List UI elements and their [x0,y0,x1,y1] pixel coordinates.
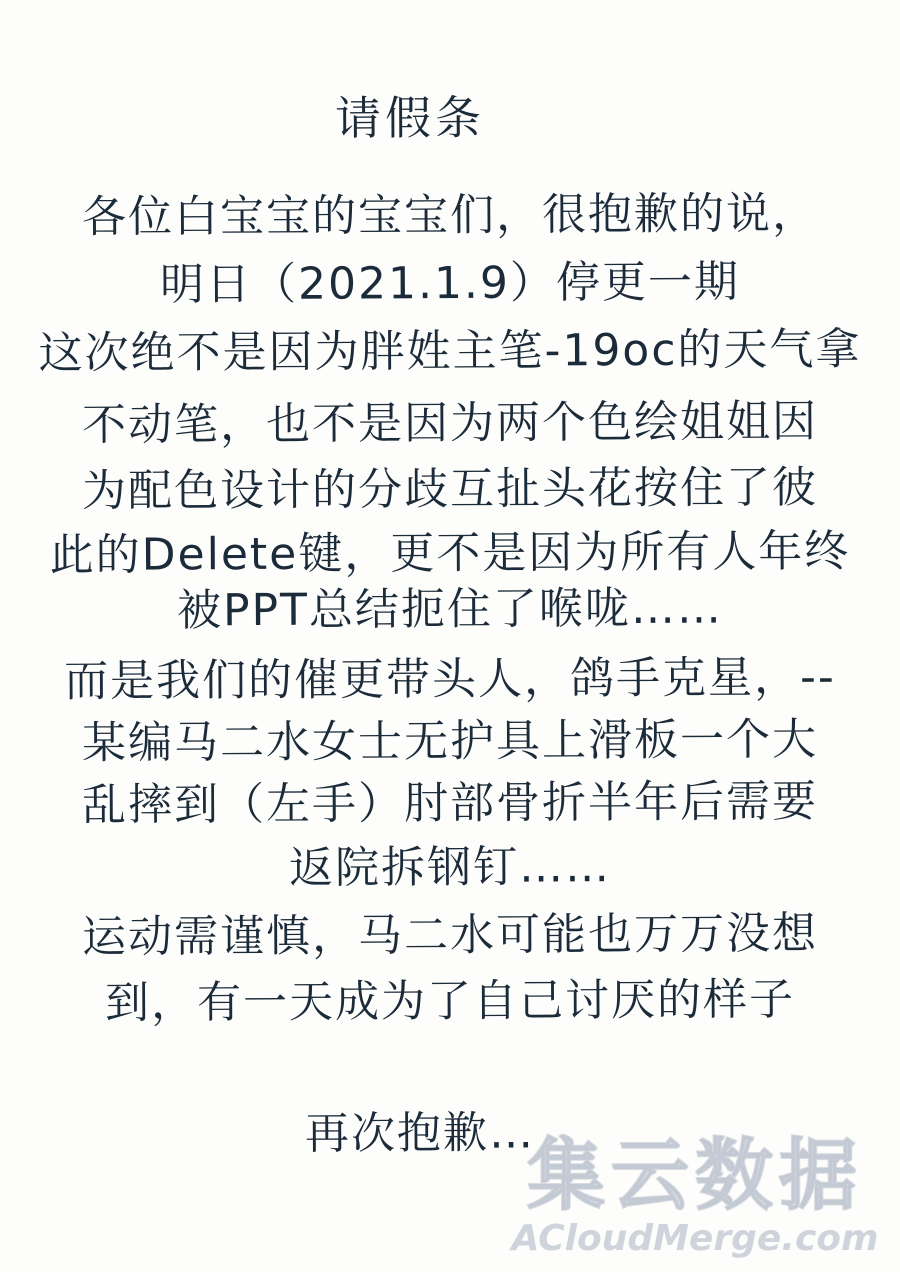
note-line-6: 此的Delete键，更不是因为所有人年终 [49,525,851,582]
note-line-11: 返院拆钢钉…… [288,841,612,894]
note-line-8: 而是我们的催更带头人，鸽手克星，-- [63,651,837,708]
watermark-english: ACloudMerge.com [511,1218,879,1259]
note-line-12: 运动需谨慎，马二水可能也万万没想 [81,908,819,963]
note-title: 请假条 [334,90,486,146]
note-line-3: 这次绝不是因为胖姓主笔-19oc的天气拿 [38,323,862,380]
note-line-10: 乱摔到（左手）肘部骨折半年后需要 [81,776,819,831]
note-line-9: 某编马二水女士无护具上滑板一个大 [81,714,819,769]
note-line-5: 为配色设计的分歧互扯头花按住了彼 [81,462,819,517]
note-closing: 再次抱歉… [304,1107,536,1160]
note-line-7: 被PPT总结扼住了喉咙…… [176,582,724,637]
watermark-chinese: 集云数据 [526,1131,863,1221]
note-line-1: 各位白宝宝的宝宝们，很抱歉的说， [81,188,819,243]
note-line-4: 不动笔，也不是因为两个色绘姐姐因 [81,396,819,451]
note-line-2: 明日（2021.1.9）停更一期 [159,256,741,311]
note-line-13: 到，有一天成为了自己讨厌的样子 [104,974,796,1029]
